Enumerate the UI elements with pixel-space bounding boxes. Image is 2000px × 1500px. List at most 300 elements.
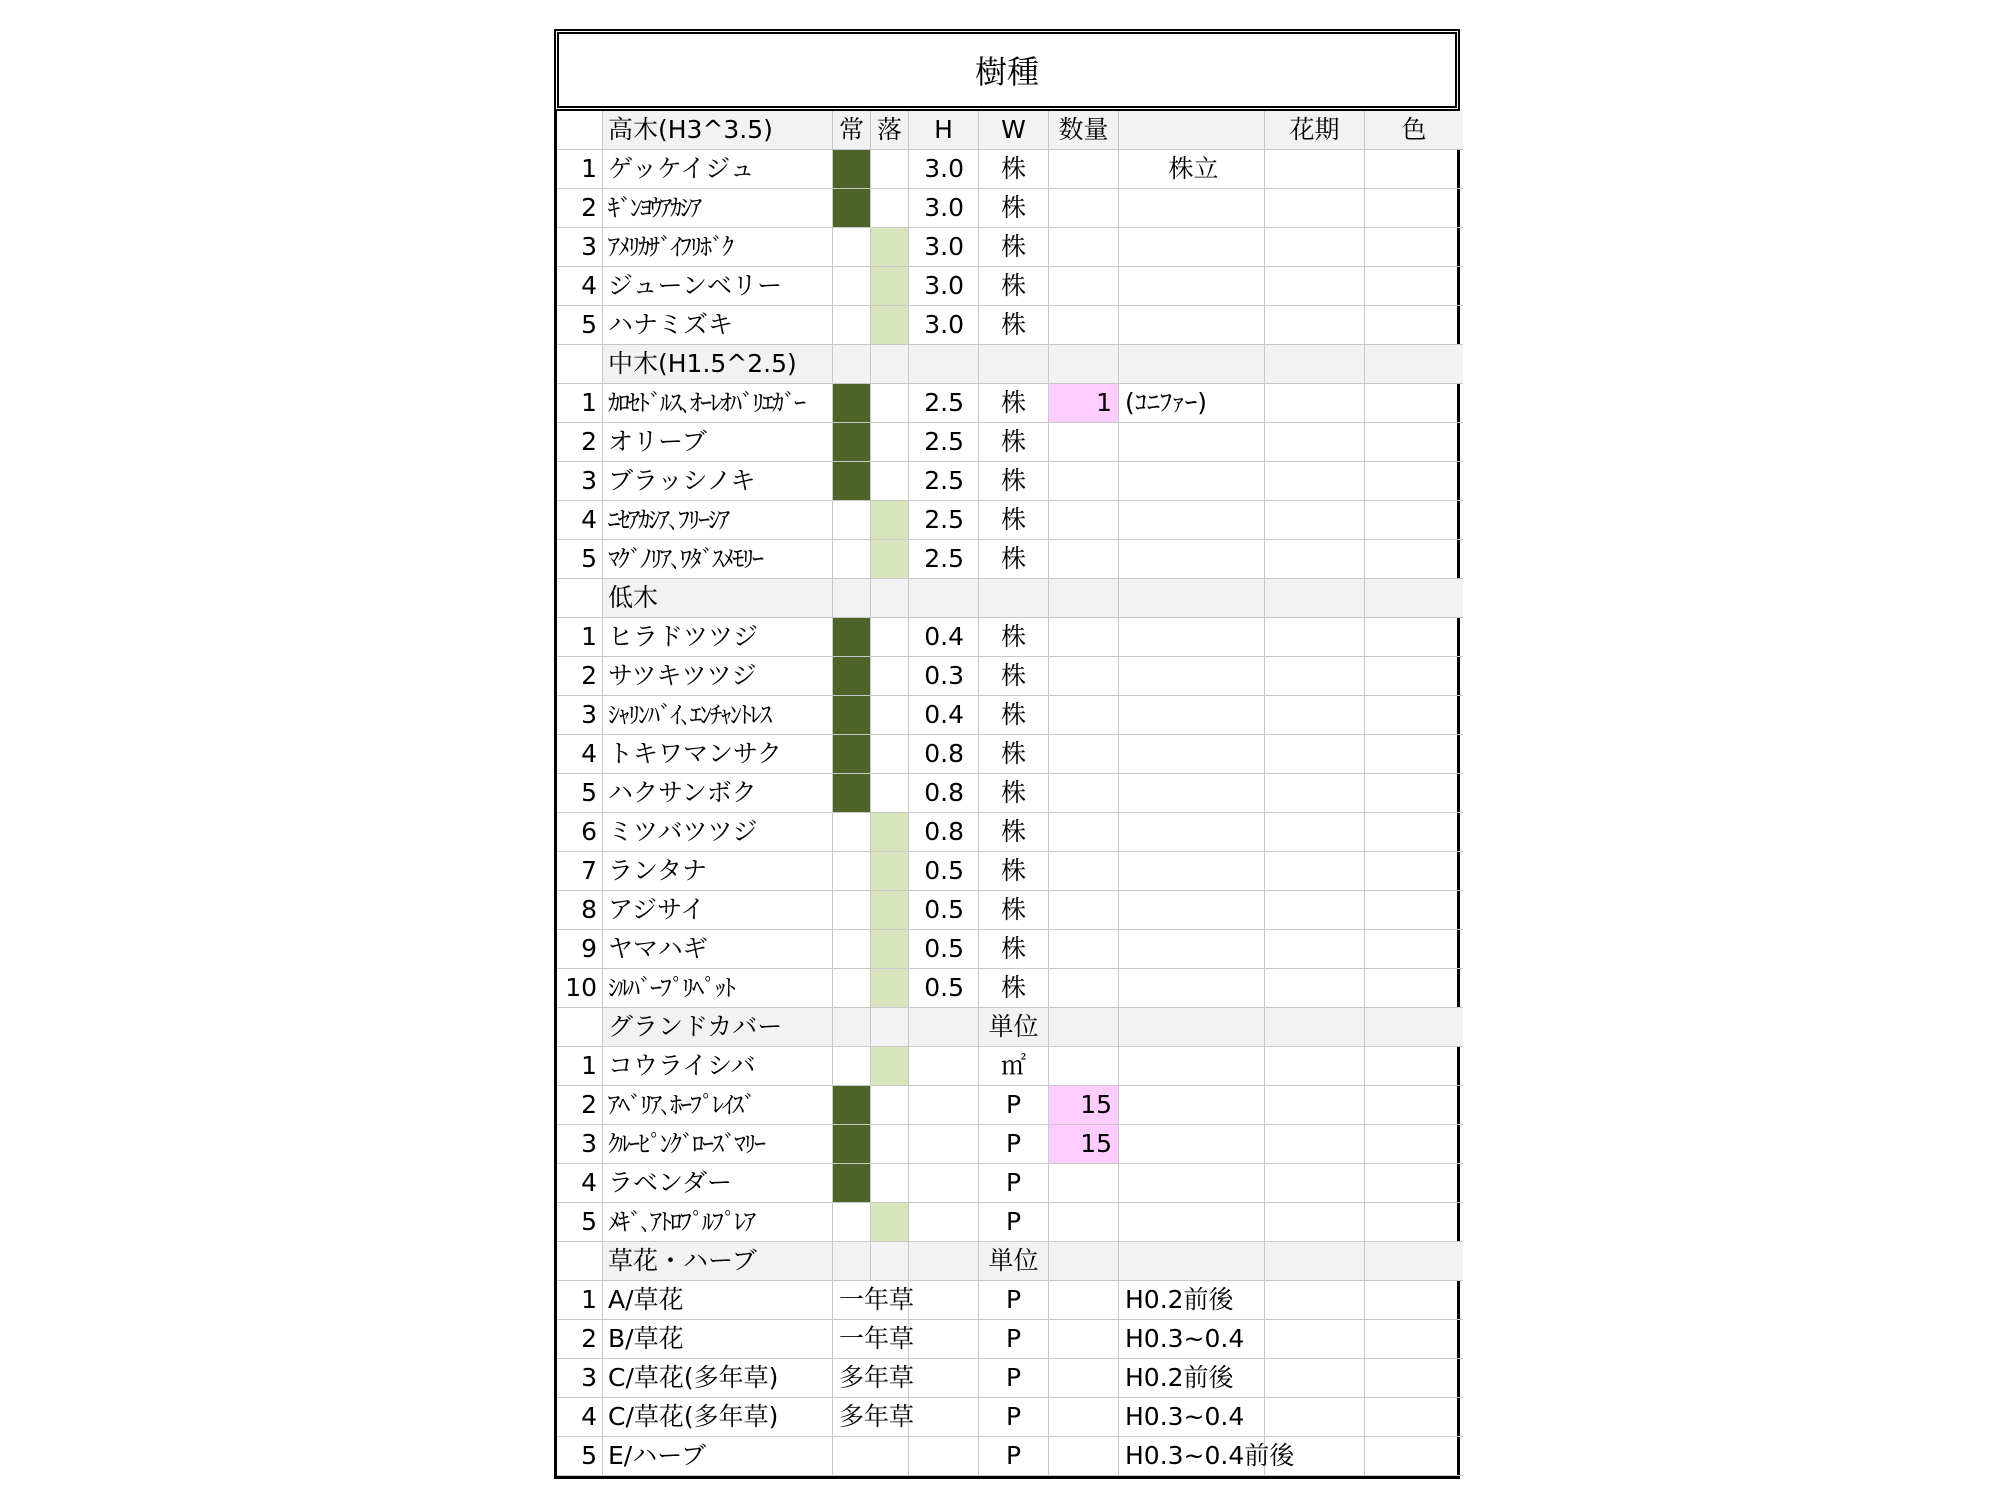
section-cell [871,1008,909,1047]
bloom-value [1265,1398,1365,1437]
color-value [1365,891,1463,930]
plant-name: サツキツツジ [603,657,833,696]
plant-name: ﾆｾｱｶｼｱ､ﾌﾘｰｼｱ [603,501,833,540]
bloom-value [1265,735,1365,774]
bloom-value [1265,852,1365,891]
sheet-title [554,29,1460,111]
row-number: 5 [557,774,603,813]
deciduous-cell [871,618,909,657]
section-cell [833,345,871,384]
deciduous-cell [871,267,909,306]
section-cell [1049,1242,1119,1281]
unit-value: 株 [979,267,1049,306]
unit-value: P [979,1320,1049,1359]
mid-tree-rows [557,384,1457,579]
bloom-value [1265,969,1365,1008]
row-number: 4 [557,735,603,774]
note-value [1119,267,1265,306]
deciduous-cell [871,735,909,774]
bloom-value [1265,150,1365,189]
evergreen-cell [833,267,871,306]
height-value [909,1320,979,1359]
unit-value: P [979,1359,1049,1398]
ground-cover-rows [557,1047,1457,1242]
height-value: 3.0 [909,189,979,228]
table-row [557,384,1457,423]
note-value [1119,735,1265,774]
note-value: H0.3~0.4 [1119,1398,1265,1437]
deciduous-cell [871,969,909,1008]
plant-table [554,111,1460,1479]
bloom-value [1265,189,1365,228]
section-cell [979,579,1049,618]
row-number: 3 [557,696,603,735]
section-cell [1265,1242,1365,1281]
row-number: 9 [557,930,603,969]
deciduous-cell [871,1164,909,1203]
quantity-value [1049,267,1119,306]
color-value [1365,1359,1463,1398]
row-number: 5 [557,540,603,579]
plant-name: ｼｬﾘﾝﾊﾞｲ､ｴﾝﾁｬﾝﾄﾚｽ [603,696,833,735]
plant-name: ゲッケイジュ [603,150,833,189]
deciduous-cell [871,813,909,852]
color-value [1365,1281,1463,1320]
plant-name: ｼﾙﾊﾞｰﾌﾟﾘﾍﾟｯﾄ [603,969,833,1008]
evergreen-cell [833,852,871,891]
quantity-value: 1 [1049,384,1119,423]
color-value [1365,540,1463,579]
plant-name: ラベンダー [603,1164,833,1203]
table-row [557,969,1457,1008]
height-value [909,1437,979,1476]
row-number: 2 [557,1086,603,1125]
note-value [1119,969,1265,1008]
height-value [909,1203,979,1242]
height-value: 0.5 [909,969,979,1008]
plant-name: ランタナ [603,852,833,891]
section-cell [1265,345,1365,384]
section-cell [1365,579,1463,618]
note-value: H0.3~0.4 [1119,1320,1265,1359]
plant-name: オリーブ [603,423,833,462]
quantity-value [1049,930,1119,969]
color-value [1365,189,1463,228]
bloom-value [1265,657,1365,696]
table-row [557,1086,1457,1125]
row-number: 4 [557,1398,603,1437]
height-value [909,1125,979,1164]
table-row [557,1398,1457,1437]
bloom-value [1265,618,1365,657]
row-number: 1 [557,384,603,423]
height-value [909,1047,979,1086]
section-cell [871,1242,909,1281]
color-value [1365,228,1463,267]
quantity-value [1049,1437,1119,1476]
section-spacer [557,579,603,618]
evergreen-cell [833,150,871,189]
row-number: 2 [557,1320,603,1359]
deciduous-cell [871,930,909,969]
note-value [1119,1203,1265,1242]
quantity-value [1049,696,1119,735]
bloom-value [1265,501,1365,540]
tall-tree-rows [557,150,1457,345]
quantity-value [1049,969,1119,1008]
evergreen-cell [833,813,871,852]
row-number: 4 [557,267,603,306]
plant-name: ミツバツツジ [603,813,833,852]
bloom-value [1265,267,1365,306]
table-row [557,540,1457,579]
unit-value: ㎡ [979,1047,1049,1086]
bloom-value [1265,1086,1365,1125]
section-cell [1119,345,1265,384]
unit-value: P [979,1437,1049,1476]
table-row [557,1281,1457,1320]
section-label: グランドカバー [603,1008,833,1047]
deciduous-cell [871,1203,909,1242]
unit-value: P [979,1281,1049,1320]
bloom-value [1265,1320,1365,1359]
row-number: 1 [557,618,603,657]
unit-value: 株 [979,774,1049,813]
quantity-value [1049,228,1119,267]
table-row [557,852,1457,891]
height-value: 0.4 [909,696,979,735]
color-value [1365,1125,1463,1164]
deciduous-cell [871,774,909,813]
height-value: 0.5 [909,930,979,969]
height-value: 2.5 [909,540,979,579]
height-value [909,1164,979,1203]
section-spacer [557,1008,603,1047]
herb-rows [557,1281,1457,1476]
quantity-value [1049,1203,1119,1242]
table-row [557,306,1457,345]
evergreen-cell [833,540,871,579]
deciduous-cell [871,657,909,696]
height-value: 0.8 [909,735,979,774]
unit-value: 株 [979,384,1049,423]
plant-name: B/草花 [603,1320,833,1359]
table-row [557,1125,1457,1164]
section-ground-cover [557,1008,1457,1047]
section-mid-trees [557,345,1457,384]
plant-name: ﾒｷﾞ､ｱﾄﾛﾌﾟﾙﾌﾟﾚｱ [603,1203,833,1242]
color-value [1365,1047,1463,1086]
height-value: 0.3 [909,657,979,696]
unit-value: P [979,1398,1049,1437]
height-value: 2.5 [909,462,979,501]
section-cell [833,579,871,618]
bloom-value [1265,462,1365,501]
deciduous-cell [871,501,909,540]
note-value [1119,228,1265,267]
height-value [909,1281,979,1320]
note-value: H0.2前後 [1119,1281,1265,1320]
section-cell [909,345,979,384]
quantity-value [1049,1398,1119,1437]
height-value: 0.4 [909,618,979,657]
height-value: 3.0 [909,306,979,345]
table-row [557,930,1457,969]
plant-name: ブラッシノキ [603,462,833,501]
plant-name: ヒラドツツジ [603,618,833,657]
row-number: 3 [557,1125,603,1164]
bloom-value [1265,228,1365,267]
deciduous-cell [871,852,909,891]
quantity-value [1049,774,1119,813]
table-row [557,150,1457,189]
section-cell [1049,1008,1119,1047]
plant-name: ヤマハギ [603,930,833,969]
table-row [557,267,1457,306]
table-row [557,228,1457,267]
evergreen-cell [833,423,871,462]
color-value [1365,774,1463,813]
evergreen-cell [833,306,871,345]
evergreen-cell [833,930,871,969]
section-cell [871,345,909,384]
section-cell [1265,1008,1365,1047]
deciduous-cell [871,306,909,345]
evergreen-cell [833,1164,871,1203]
bloom-value [1265,540,1365,579]
bloom-value [1265,1203,1365,1242]
header-bloom: 花期 [1265,111,1365,150]
height-value [909,1398,979,1437]
row-number: 3 [557,228,603,267]
herb-kind: 多年草 [833,1398,909,1437]
unit-value: 株 [979,540,1049,579]
row-number: 2 [557,657,603,696]
color-value [1365,1437,1463,1476]
table-row [557,657,1457,696]
evergreen-cell [833,1125,871,1164]
bloom-value [1265,1047,1365,1086]
bloom-value [1265,930,1365,969]
herb-kind [833,1437,909,1476]
quantity-value [1049,813,1119,852]
deciduous-cell [871,1125,909,1164]
row-number: 2 [557,423,603,462]
unit-value: 株 [979,969,1049,1008]
color-value [1365,423,1463,462]
header-evergreen: 常 [833,111,871,150]
bloom-value [1265,813,1365,852]
table-row [557,462,1457,501]
unit-value: 株 [979,228,1049,267]
header-no [557,111,603,150]
section-cell [1265,579,1365,618]
table-row [557,735,1457,774]
color-value [1365,735,1463,774]
unit-value: 株 [979,735,1049,774]
height-value: 0.5 [909,852,979,891]
color-value [1365,1164,1463,1203]
section-cell [1365,345,1463,384]
section-cell [1365,1242,1463,1281]
section-spacer [557,1242,603,1281]
plant-name: ハナミズキ [603,306,833,345]
quantity-value [1049,1281,1119,1320]
height-value: 2.5 [909,501,979,540]
section-cell [979,345,1049,384]
plant-name: ｱﾒﾘｶｻﾞｲﾌﾘﾎﾞｸ [603,228,833,267]
height-value: 3.0 [909,150,979,189]
section-label: 低木 [603,579,833,618]
bloom-value [1265,1359,1365,1398]
quantity-value [1049,540,1119,579]
evergreen-cell [833,735,871,774]
quantity-value [1049,423,1119,462]
section-cell [1119,1008,1265,1047]
header-h: H [909,111,979,150]
row-number: 5 [557,1437,603,1476]
herb-kind: 一年草 [833,1281,909,1320]
deciduous-cell [871,1086,909,1125]
evergreen-cell [833,189,871,228]
header-row [557,111,1457,150]
deciduous-cell [871,696,909,735]
plant-list-sheet [554,29,1460,1479]
quantity-value: 15 [1049,1125,1119,1164]
evergreen-cell [833,384,871,423]
quantity-value [1049,852,1119,891]
color-value [1365,1398,1463,1437]
height-value [909,1359,979,1398]
table-row [557,618,1457,657]
quantity-value [1049,1359,1119,1398]
quantity-value [1049,1320,1119,1359]
unit-value: P [979,1164,1049,1203]
deciduous-cell [871,540,909,579]
bloom-value [1265,1281,1365,1320]
height-value [909,1086,979,1125]
section-cell [909,1008,979,1047]
height-value: 0.8 [909,774,979,813]
plant-name: アジサイ [603,891,833,930]
note-value: 株立 [1119,150,1265,189]
section-herbs [557,1242,1457,1281]
plant-name: A/草花 [603,1281,833,1320]
deciduous-cell [871,150,909,189]
evergreen-cell [833,618,871,657]
unit-value: 株 [979,150,1049,189]
color-value [1365,930,1463,969]
table-row [557,1164,1457,1203]
table-row [557,501,1457,540]
quantity-value [1049,891,1119,930]
evergreen-cell [833,969,871,1008]
evergreen-cell [833,1086,871,1125]
color-value [1365,1203,1463,1242]
row-number: 2 [557,189,603,228]
evergreen-cell [833,501,871,540]
table-row [557,891,1457,930]
row-number: 4 [557,501,603,540]
quantity-value [1049,150,1119,189]
deciduous-cell [871,462,909,501]
bloom-value [1265,774,1365,813]
row-number: 8 [557,891,603,930]
evergreen-cell [833,696,871,735]
plant-name: トキワマンサク [603,735,833,774]
plant-name: ｸﾙｰﾋﾟﾝｸﾞﾛｰｽﾞﾏﾘｰ [603,1125,833,1164]
note-value: H0.3~0.4前後 [1119,1437,1265,1476]
height-value: 0.8 [909,813,979,852]
color-value [1365,852,1463,891]
color-value [1365,384,1463,423]
color-value [1365,267,1463,306]
section-label: 中木(H1.5^2.5) [603,345,833,384]
unit-value: 株 [979,423,1049,462]
row-number: 3 [557,1359,603,1398]
evergreen-cell [833,228,871,267]
unit-value: 株 [979,813,1049,852]
table-row [557,696,1457,735]
plant-name: C/草花(多年草) [603,1398,833,1437]
color-value [1365,306,1463,345]
row-number: 1 [557,1047,603,1086]
unit-value: 株 [979,657,1049,696]
bloom-value [1265,384,1365,423]
row-number: 1 [557,1281,603,1320]
bloom-value [1265,1164,1365,1203]
unit-value: 株 [979,462,1049,501]
unit-value: 株 [979,189,1049,228]
section-cell [909,579,979,618]
header-deciduous: 落 [871,111,909,150]
quantity-value [1049,189,1119,228]
header-qty: 数量 [1049,111,1119,150]
unit-value: P [979,1203,1049,1242]
section-cell [1365,1008,1463,1047]
note-value [1119,891,1265,930]
height-value: 0.5 [909,891,979,930]
section-unit: 単位 [979,1242,1049,1281]
deciduous-cell [871,228,909,267]
note-value: H0.2前後 [1119,1359,1265,1398]
header-note [1119,111,1265,150]
row-number: 1 [557,150,603,189]
note-value [1119,1047,1265,1086]
note-value [1119,774,1265,813]
quantity-value [1049,306,1119,345]
bloom-value [1265,1437,1365,1476]
unit-value: 株 [979,930,1049,969]
note-value [1119,657,1265,696]
unit-value: 株 [979,891,1049,930]
quantity-value [1049,657,1119,696]
section-unit: 単位 [979,1008,1049,1047]
note-value [1119,501,1265,540]
bloom-value [1265,891,1365,930]
deciduous-cell [871,189,909,228]
section-cell [871,579,909,618]
section-spacer [557,345,603,384]
color-value [1365,462,1463,501]
table-row [557,1047,1457,1086]
row-number: 7 [557,852,603,891]
height-value: 2.5 [909,384,979,423]
section-shrubs [557,579,1457,618]
note-value [1119,813,1265,852]
plant-name: ジューンベリー [603,267,833,306]
table-row [557,1203,1457,1242]
